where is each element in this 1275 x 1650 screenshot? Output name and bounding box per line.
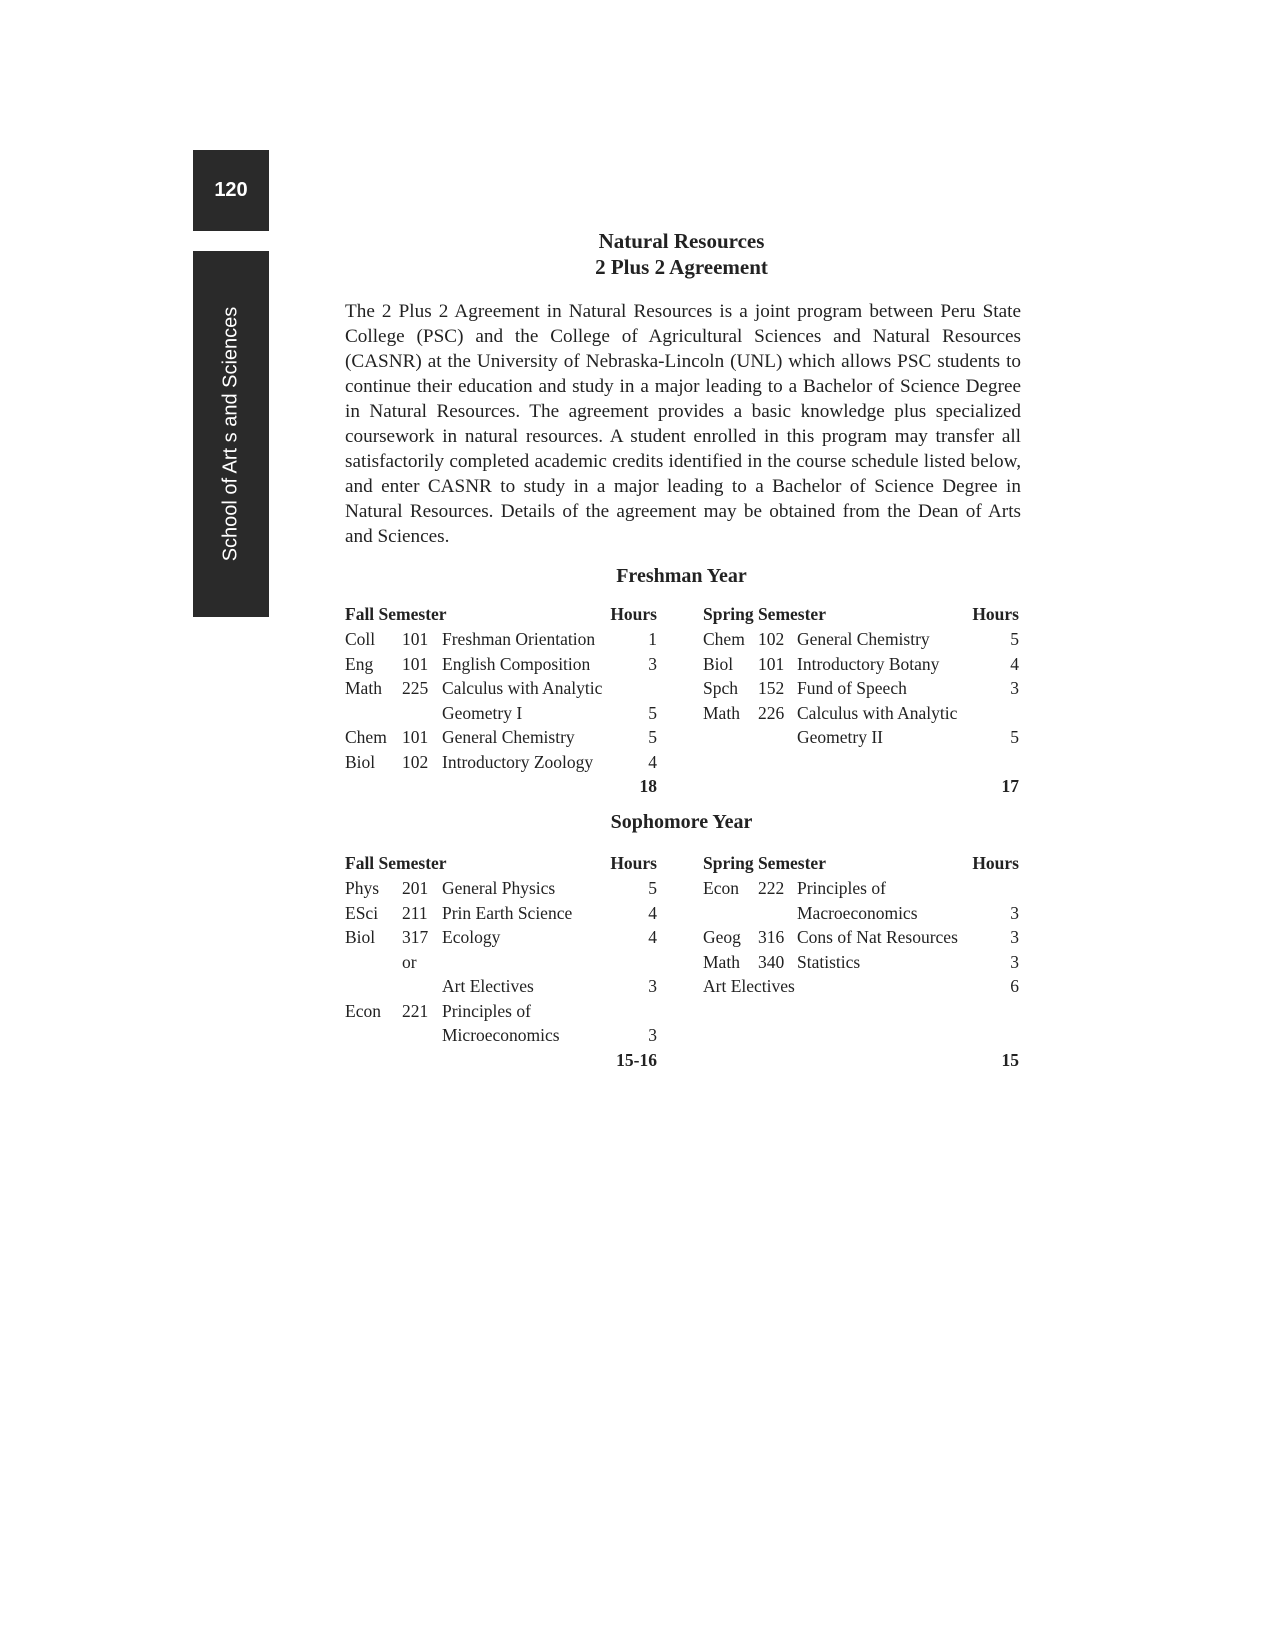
fall-semester-label: Fall Semester xyxy=(345,853,447,873)
course-number: 222 xyxy=(758,878,785,898)
course-hours: 5 xyxy=(648,727,657,747)
course-hours: 3 xyxy=(1010,902,1019,923)
course-dept: Chem xyxy=(703,629,745,649)
course-dept: Econ xyxy=(345,1000,381,1021)
fall-hours-label: Hours xyxy=(610,853,657,873)
page-subtitle: 2 Plus 2 Agreement xyxy=(595,255,768,279)
course-title: Principles of xyxy=(442,1000,531,1021)
course-dept: Math xyxy=(345,678,382,698)
course-title: Macroeconomics xyxy=(797,902,918,923)
course-title: Geometry II xyxy=(797,727,884,747)
course-number: 316 xyxy=(758,927,785,947)
course-number: 211 xyxy=(402,902,428,923)
fall-total-hours: 15-16 xyxy=(616,1049,657,1070)
course-hours: 3 xyxy=(1010,927,1019,947)
course-hours: 1 xyxy=(648,629,657,649)
course-dept: Geog xyxy=(703,927,741,947)
course-hours: 3 xyxy=(648,976,657,996)
course-dept: Math xyxy=(703,702,740,723)
fall-total-hours: 18 xyxy=(639,776,657,796)
course-dept: Biol xyxy=(345,751,376,772)
page-number: 120 xyxy=(214,179,248,201)
section-tab xyxy=(193,251,269,617)
course-number: 101 xyxy=(758,653,785,674)
course-hours: 5 xyxy=(648,702,657,723)
freshman-year-heading: Freshman Year xyxy=(616,565,747,587)
course-hours: 3 xyxy=(1010,951,1019,972)
course-hours: 4 xyxy=(648,751,657,772)
course-title: Prin Earth Science xyxy=(442,902,573,923)
course-title: Calculus with Analytic xyxy=(442,678,603,698)
course-title: Introductory Botany xyxy=(797,653,940,674)
course-hours: 3 xyxy=(648,653,657,674)
course-title: Principles of xyxy=(797,878,886,898)
course-hours: 4 xyxy=(1010,653,1019,674)
fall-hours-label: Hours xyxy=(610,604,657,624)
course-number: 102 xyxy=(758,629,785,649)
course-number: 152 xyxy=(758,678,785,698)
course-title: Art Electives xyxy=(442,976,534,996)
course-title: General Chemistry xyxy=(442,727,575,747)
course-dept: Coll xyxy=(345,629,376,649)
course-title: Cons of Nat Resources xyxy=(797,927,958,947)
course-dept: Biol xyxy=(703,653,734,674)
course-number: 226 xyxy=(758,702,785,723)
page-title: Natural Resources xyxy=(598,229,765,253)
sophomore-year-heading: Sophomore Year xyxy=(610,811,753,833)
course-number: 101 xyxy=(402,653,429,674)
course-dept: ESci xyxy=(345,902,379,923)
course-title: Statistics xyxy=(797,951,861,972)
spring-hours-label: Hours xyxy=(972,853,1019,873)
course-number: 101 xyxy=(402,727,429,747)
spring-hours-label: Hours xyxy=(972,604,1019,624)
page-number-tab xyxy=(193,150,269,231)
fall-semester-label: Fall Semester xyxy=(345,604,447,624)
course-dept: Spch xyxy=(703,678,738,698)
course-title: English Composition xyxy=(442,653,591,674)
course-hours: 5 xyxy=(648,878,657,898)
spring-semester-label: Spring Semester xyxy=(703,604,826,624)
course-title: Freshman Orientation xyxy=(442,629,596,649)
spring-total-hours: 15 xyxy=(1001,1049,1019,1070)
course-dept: Biol xyxy=(345,927,376,947)
intro-paragraph: The 2 Plus 2 Agreement in Natural Resources is a joint program between Peru State College (PSC) and the College of Agricultural Sciences and Natural Resources (CASNR) at the University of Nebraska-Lincoln (UNL) which allows PSC students to continue their education and study in a major leading to a Bachelor of Science Degree in Natural Resources. The agreement provides a basic knowledge plus specialized coursework in natural resources. A student enrolled in this program may transfer all satisfactorily completed academic credits identified in the course schedule listed below, and enter CASNR to study in a major leading to a Bachelor of Science Degree in Natural Resources. Details of the agreement may be obtained from the Dean of Arts and Sciences. xyxy=(345,301,1021,547)
course-title: Introductory Zoology xyxy=(442,751,594,772)
course-title: Geometry I xyxy=(442,702,523,723)
course-number: 201 xyxy=(402,878,429,898)
course-title: Ecology xyxy=(442,927,501,947)
spring-semester-label: Spring Semester xyxy=(703,853,826,873)
course-dept: Chem xyxy=(345,727,387,747)
course-dept: Eng xyxy=(345,653,374,674)
spring-total-hours: 17 xyxy=(1001,776,1019,796)
course-title: Calculus with Analytic xyxy=(797,702,958,723)
course-number: 225 xyxy=(402,678,429,698)
course-hours: 4 xyxy=(648,902,657,923)
course-hours: 6 xyxy=(1010,976,1019,996)
course-dept: Phys xyxy=(345,878,380,898)
course-number: 317 xyxy=(402,927,429,947)
course-title: General Chemistry xyxy=(797,629,930,649)
course-dept: Math xyxy=(703,951,740,972)
course-hours: 3 xyxy=(648,1025,657,1045)
course-number: 101 xyxy=(402,629,429,649)
course-number: 340 xyxy=(758,951,785,972)
course-title: Fund of Speech xyxy=(797,678,907,698)
course-title: General Physics xyxy=(442,878,556,898)
course-title: Microeconomics xyxy=(442,1025,560,1045)
course-number: 102 xyxy=(402,751,429,772)
course-hours: 5 xyxy=(1010,629,1019,649)
course-dept: Art Electives xyxy=(703,976,795,996)
course-hours: 5 xyxy=(1010,727,1019,747)
course-hours: 3 xyxy=(1010,678,1019,698)
course-hours: 4 xyxy=(648,927,657,947)
section-label: School of Art s and Sciences xyxy=(219,306,242,562)
course-number: 221 xyxy=(402,1000,429,1021)
course-dept: Econ xyxy=(703,878,739,898)
course-number: or xyxy=(402,951,417,972)
